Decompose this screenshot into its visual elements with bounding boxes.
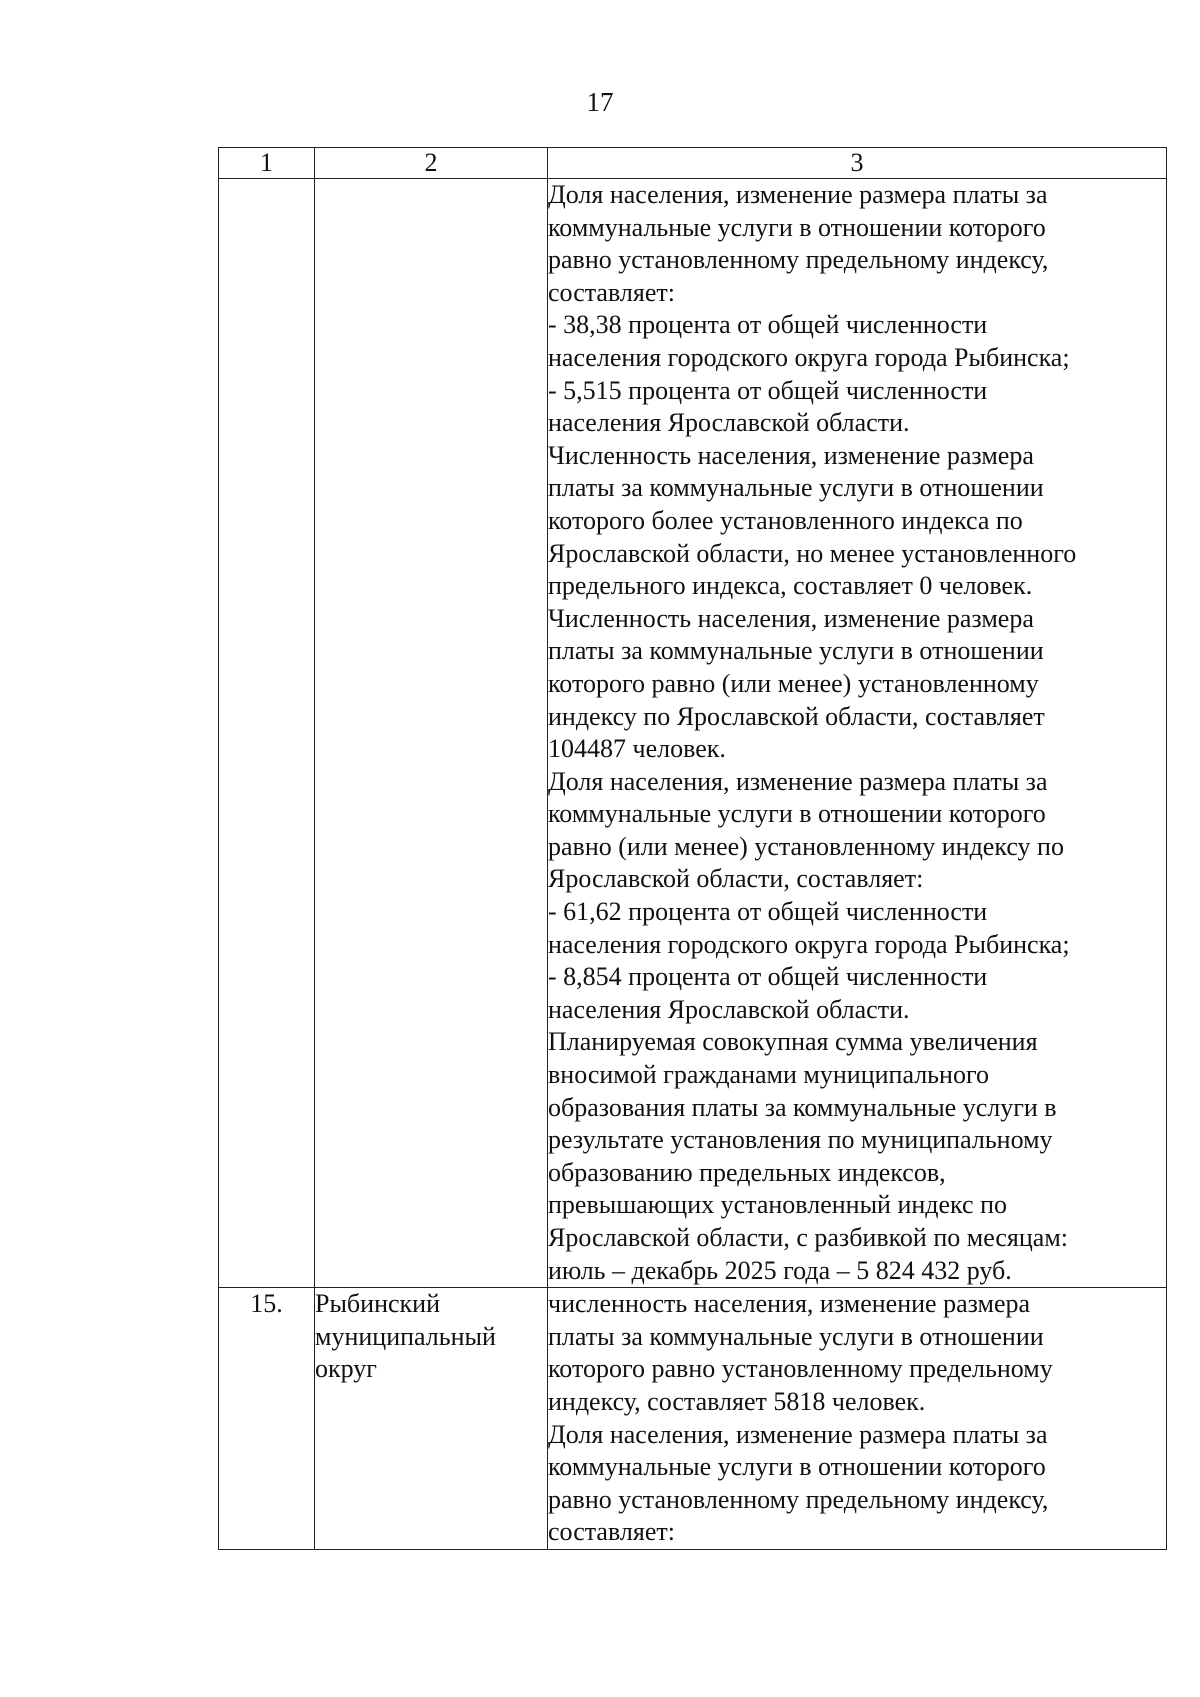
text-line: результате установления по муниципальному [548,1125,1053,1155]
table-row-continued [219,179,1167,1288]
data-table [218,147,1167,1550]
text-line: июль – декабрь 2025 года – 5 824 432 руб. [548,1255,1012,1285]
text-line: населения Ярославской области. [548,408,910,438]
description-cell [548,179,1167,1288]
text-line: Доля населения, изменение размера платы за [548,1419,1048,1449]
municipality-name-line: муниципальный [315,1321,496,1351]
page-number: 17 [586,87,614,117]
row-number-cell: 15. [219,1288,315,1550]
text-line: Ярославской области, с разбивкой по месяцам: [548,1223,1069,1252]
text-line: равно установленному предельному индексу, [548,1484,1049,1514]
text-line: Доля населения, изменение размера платы за [548,766,1048,796]
text-line: коммунальные услуги в отношении которого [548,212,1046,242]
text-line: Численность населения, изменение размера [548,440,1034,470]
text-line: коммунальные услуги в отношении которого [548,1452,1046,1482]
text-line: образованию предельных индексов, [548,1157,946,1187]
text-line: которого равно (или менее) установленному [548,668,1039,698]
header-col-3: 3 [548,148,1167,179]
text-line: которого более установленного индекса по [548,505,1023,535]
header-col-2: 2 [315,148,548,179]
text-line: 104487 человек. [548,734,726,764]
text-line: составляет: [548,1517,675,1547]
text-line: Ярославской области, составляет: [548,864,924,894]
municipality-name-line: Рыбинский [315,1289,440,1319]
text-line: платы за коммунальные услуги в отношении [548,473,1044,503]
table-header-row [219,148,1167,179]
municipality-cell [315,179,548,1288]
text-line: платы за коммунальные услуги в отношении [548,636,1044,666]
text-line: индексу по Ярославской области, составляет [548,701,1045,731]
text-line: равно (или менее) установленному индексу по [548,831,1064,861]
text-line: платы за коммунальные услуги в отношении [548,1321,1044,1351]
text-line: населения городского округа города Рыбинска; [548,929,1070,959]
municipality-cell [315,1288,548,1550]
text-line: населения Ярославской области. [548,994,910,1024]
text-line: Ярославской области, но менее установленного [548,538,1077,568]
text-line: Доля населения, изменение размера платы за [548,180,1048,209]
municipality-name-line: округ [315,1354,377,1384]
text-line: - 5,515 процента от общей численности [548,375,988,405]
text-line: коммунальные услуги в отношении которого [548,799,1046,829]
table-row-15 [219,1288,1167,1550]
description-cell [548,1288,1167,1550]
text-line: индексу, составляет 5818 человек. [548,1386,926,1416]
text-line: - 38,38 процента от общей численности [548,310,988,340]
row-number-cell [219,179,315,1288]
header-col-1: 1 [219,148,315,179]
text-line: предельного индекса, составляет 0 человек. [548,571,1033,601]
text-line: Численность населения, изменение размера [548,603,1034,633]
text-line: численность населения, изменение размера [548,1289,1031,1319]
text-line: образования платы за коммунальные услуги в [548,1092,1057,1122]
text-line: равно установленному предельному индексу, [548,245,1049,275]
text-line: которого равно установленному предельному [548,1354,1053,1384]
text-line: составляет: [548,277,675,307]
text-line: Планируемая совокупная сумма увеличения [548,1027,1038,1057]
text-line: - 61,62 процента от общей численности [548,897,988,927]
text-line: вносимой гражданами муниципального [548,1060,989,1090]
text-line: населения городского округа города Рыбинска; [548,342,1070,372]
text-line: превышающих установленный индекс по [548,1190,1007,1220]
text-line: - 8,854 процента от общей численности [548,962,988,992]
